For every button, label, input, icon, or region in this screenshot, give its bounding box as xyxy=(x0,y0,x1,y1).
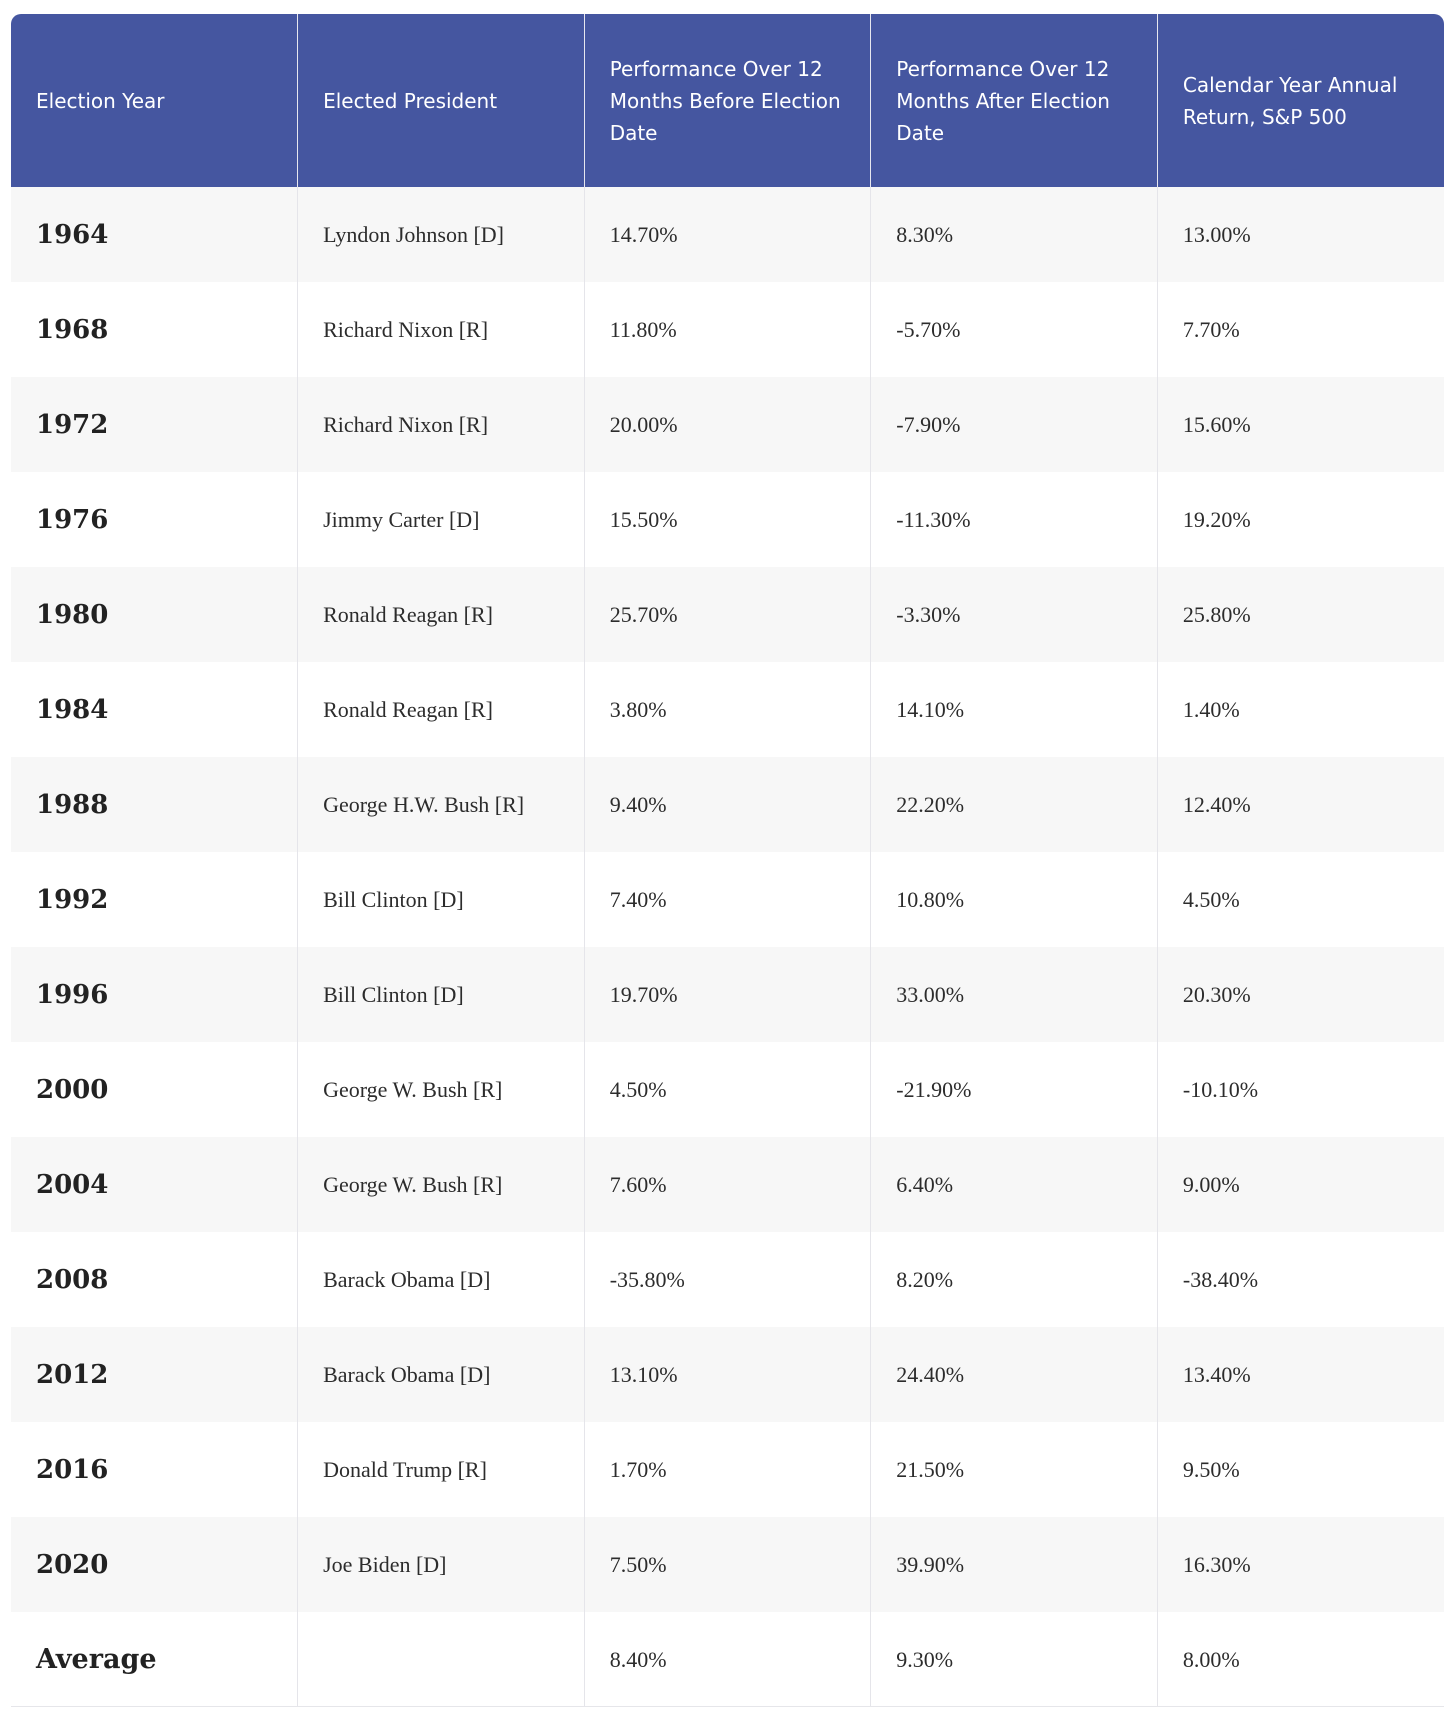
table-row xyxy=(11,567,1444,662)
table-row xyxy=(11,1042,1444,1137)
cell-election-year: 1996 xyxy=(11,947,298,1042)
cell-performance-before: 20.00% xyxy=(584,377,871,472)
cell-performance-before: 4.50% xyxy=(584,1042,871,1137)
table-bottom-border xyxy=(11,1706,1444,1707)
cell-annual-return: 1.40% xyxy=(1157,662,1444,757)
cell-annual-return: -10.10% xyxy=(1157,1042,1444,1137)
cell-performance-before: 15.50% xyxy=(584,472,871,567)
cell-election-year: 2008 xyxy=(11,1232,298,1327)
cell-performance-after: 24.40% xyxy=(871,1327,1158,1422)
table-body xyxy=(11,187,1444,1707)
cell-annual-return: 25.80% xyxy=(1157,567,1444,662)
cell-elected-president: Ronald Reagan [R] xyxy=(298,567,585,662)
cell-annual-return: 8.00% xyxy=(1157,1612,1444,1707)
cell-annual-return: 13.00% xyxy=(1157,187,1444,282)
cell-performance-after: -3.30% xyxy=(871,567,1158,662)
cell-performance-before: 19.70% xyxy=(584,947,871,1042)
table-row xyxy=(11,282,1444,377)
cell-annual-return: 20.30% xyxy=(1157,947,1444,1042)
cell-elected-president: Bill Clinton [D] xyxy=(298,852,585,947)
header-row xyxy=(11,14,1444,187)
cell-elected-president: Richard Nixon [R] xyxy=(298,282,585,377)
cell-performance-after: -7.90% xyxy=(871,377,1158,472)
cell-performance-before: -35.80% xyxy=(584,1232,871,1327)
cell-election-year: 2016 xyxy=(11,1422,298,1517)
cell-performance-after: -21.90% xyxy=(871,1042,1158,1137)
cell-elected-president: George H.W. Bush [R] xyxy=(298,757,585,852)
cell-election-year: 1968 xyxy=(11,282,298,377)
cell-election-year: 1988 xyxy=(11,757,298,852)
table-row xyxy=(11,377,1444,472)
header-annual-return: Calendar Year Annual Return, S&P 500 xyxy=(1157,14,1444,187)
cell-annual-return: 12.40% xyxy=(1157,757,1444,852)
cell-election-year: 1972 xyxy=(11,377,298,472)
cell-performance-after: -11.30% xyxy=(871,472,1158,567)
cell-performance-before: 9.40% xyxy=(584,757,871,852)
cell-elected-president: Joe Biden [D] xyxy=(298,1517,585,1612)
cell-election-year: 1984 xyxy=(11,662,298,757)
cell-election-year: 2004 xyxy=(11,1137,298,1232)
cell-performance-before: 25.70% xyxy=(584,567,871,662)
table-row xyxy=(11,1422,1444,1517)
cell-election-year: 1976 xyxy=(11,472,298,567)
cell-election-year: 2012 xyxy=(11,1327,298,1422)
table-row xyxy=(11,852,1444,947)
cell-performance-after: 10.80% xyxy=(871,852,1158,947)
header-performance-before: Performance Over 12 Months Before Election Date xyxy=(584,14,871,187)
cell-performance-after: 39.90% xyxy=(871,1517,1158,1612)
table-row xyxy=(11,1232,1444,1327)
cell-annual-return: -38.40% xyxy=(1157,1232,1444,1327)
cell-performance-after: 22.20% xyxy=(871,757,1158,852)
cell-election-year: Average xyxy=(11,1612,298,1707)
cell-performance-after: 14.10% xyxy=(871,662,1158,757)
table-row xyxy=(11,947,1444,1042)
cell-elected-president: Jimmy Carter [D] xyxy=(298,472,585,567)
table-row xyxy=(11,662,1444,757)
cell-election-year: 1964 xyxy=(11,187,298,282)
cell-elected-president: George W. Bush [R] xyxy=(298,1042,585,1137)
cell-performance-before: 7.60% xyxy=(584,1137,871,1232)
cell-performance-before: 8.40% xyxy=(584,1612,871,1707)
cell-performance-before: 1.70% xyxy=(584,1422,871,1517)
table-row xyxy=(11,1327,1444,1422)
table-row xyxy=(11,1517,1444,1612)
cell-performance-after: 21.50% xyxy=(871,1422,1158,1517)
cell-elected-president: Richard Nixon [R] xyxy=(298,377,585,472)
cell-performance-after: 8.30% xyxy=(871,187,1158,282)
cell-performance-before: 11.80% xyxy=(584,282,871,377)
average-row xyxy=(11,1612,1444,1707)
election-returns-table xyxy=(11,14,1444,1707)
cell-performance-before: 13.10% xyxy=(584,1327,871,1422)
cell-elected-president: Lyndon Johnson [D] xyxy=(298,187,585,282)
cell-elected-president: George W. Bush [R] xyxy=(298,1137,585,1232)
table-header xyxy=(11,14,1444,187)
cell-performance-before: 7.40% xyxy=(584,852,871,947)
cell-annual-return: 9.00% xyxy=(1157,1137,1444,1232)
table-row xyxy=(11,472,1444,567)
header-performance-after: Performance Over 12 Months After Election Date xyxy=(871,14,1158,187)
cell-performance-before: 7.50% xyxy=(584,1517,871,1612)
cell-elected-president: Barack Obama [D] xyxy=(298,1232,585,1327)
cell-elected-president: Barack Obama [D] xyxy=(298,1327,585,1422)
election-returns-table-container xyxy=(11,14,1444,1707)
cell-annual-return: 7.70% xyxy=(1157,282,1444,377)
cell-election-year: 1980 xyxy=(11,567,298,662)
cell-performance-after: 33.00% xyxy=(871,947,1158,1042)
cell-performance-after: 8.20% xyxy=(871,1232,1158,1327)
cell-performance-before: 14.70% xyxy=(584,187,871,282)
cell-annual-return: 13.40% xyxy=(1157,1327,1444,1422)
cell-election-year: 2000 xyxy=(11,1042,298,1137)
cell-annual-return: 16.30% xyxy=(1157,1517,1444,1612)
cell-annual-return: 19.20% xyxy=(1157,472,1444,567)
cell-performance-after: 6.40% xyxy=(871,1137,1158,1232)
cell-annual-return: 15.60% xyxy=(1157,377,1444,472)
cell-elected-president: Ronald Reagan [R] xyxy=(298,662,585,757)
cell-performance-after: 9.30% xyxy=(871,1612,1158,1707)
cell-performance-before: 3.80% xyxy=(584,662,871,757)
cell-annual-return: 9.50% xyxy=(1157,1422,1444,1517)
header-elected-president: Elected President xyxy=(298,14,585,187)
cell-performance-after: -5.70% xyxy=(871,282,1158,377)
cell-election-year: 2020 xyxy=(11,1517,298,1612)
cell-elected-president: Donald Trump [R] xyxy=(298,1422,585,1517)
cell-elected-president xyxy=(298,1612,585,1707)
cell-election-year: 1992 xyxy=(11,852,298,947)
table-row xyxy=(11,187,1444,282)
table-row xyxy=(11,757,1444,852)
table-row xyxy=(11,1137,1444,1232)
cell-elected-president: Bill Clinton [D] xyxy=(298,947,585,1042)
cell-annual-return: 4.50% xyxy=(1157,852,1444,947)
header-election-year: Election Year xyxy=(11,14,298,187)
